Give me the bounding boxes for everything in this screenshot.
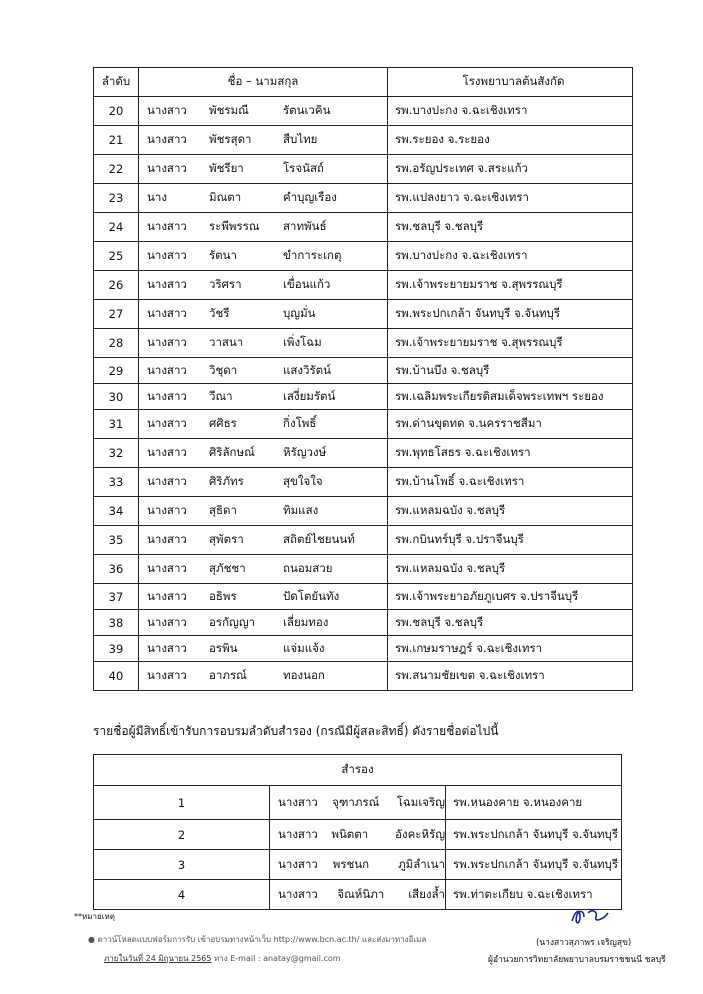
name-title: นาง	[147, 190, 167, 204]
row-number: 3	[94, 850, 270, 880]
name-title: นางสาว	[147, 668, 187, 682]
table-row	[94, 184, 633, 213]
full-name	[270, 856, 445, 874]
row-hospital: รพ.พระปกเกล้า จันทบุรี จ.จันทบุรี	[388, 300, 633, 329]
row-number: 28	[94, 329, 139, 358]
signer-name: (นางสาวสุภาพร เจริญสุข)	[536, 938, 632, 948]
last-name: ทองนอก	[283, 668, 325, 682]
full-name	[139, 305, 387, 323]
row-number: 20	[94, 97, 139, 126]
footer-email: ทาง E-mail : anatay@gmail.com	[211, 954, 341, 963]
table-row	[94, 155, 633, 184]
footer-bullet-text: ดาวน์โหลดแบบฟอร์มการรับ เข้าอบรมทางหน้าเว็บ http://www.bcn.ac.th/ และส่งมาทางอีเมล	[97, 935, 427, 944]
row-number: 22	[94, 155, 139, 184]
first-name: อรพิน	[209, 640, 238, 655]
first-name: พัชรสุดา	[209, 132, 252, 146]
name-title: นางสาว	[147, 219, 187, 233]
name-title: นางสาว	[147, 103, 187, 117]
row-hospital: รพ.เจ้าพระยายมราช จ.สุพรรณบุรี	[388, 271, 633, 300]
first-name: ศิริลักษณ์	[209, 445, 255, 459]
row-hospital: รพ.ท่าตะเกียบ จ.ฉะเชิงเทรา	[446, 880, 622, 910]
first-name: มิณตา	[209, 190, 242, 204]
table-row	[94, 880, 622, 910]
header-name: ชื่อ – นามสกุล	[139, 68, 388, 97]
table-row	[94, 555, 633, 584]
row-number: 35	[94, 526, 139, 555]
first-name: อธิพร	[209, 588, 237, 603]
name-title: นางสาว	[147, 306, 187, 320]
row-name-cell	[139, 126, 388, 155]
row-name-cell	[139, 662, 388, 691]
row-name-cell	[139, 526, 388, 555]
full-name	[139, 362, 387, 380]
signer-title: ผู้อำนวยการวิทยาลัยพยาบาลบรมราชชนนี ชลบุรี	[488, 955, 666, 965]
first-name: จิณห์นิภา	[337, 886, 385, 901]
row-name-cell	[139, 384, 388, 410]
footer-deadline: ภายในวันที่ 24 มิถุนายน 2565	[104, 954, 212, 963]
reserve-table-body	[94, 755, 622, 910]
row-hospital: รพ.แปลงยาว จ.ฉะเชิงเทรา	[388, 184, 633, 213]
row-hospital: รพ.อรัญประเทศ จ.สระแก้ว	[388, 155, 633, 184]
last-name: อังคะหิรัญ	[395, 826, 445, 841]
last-name: สาทพันธ์	[283, 219, 327, 233]
row-number: 4	[94, 880, 270, 910]
main-table	[93, 67, 633, 691]
full-name	[139, 531, 387, 549]
table-row	[94, 497, 633, 526]
row-number: 38	[94, 610, 139, 636]
table-row	[94, 242, 633, 271]
last-name: คำบุญเรือง	[283, 190, 337, 204]
name-title: นางสาว	[147, 561, 187, 575]
last-name: รัตนเวคิน	[283, 103, 331, 117]
full-name	[139, 102, 387, 120]
full-name	[139, 560, 387, 578]
name-title: นางสาว	[147, 388, 187, 403]
full-name	[139, 614, 387, 632]
last-name: โฉมเจริญ	[396, 794, 445, 809]
row-name-cell	[139, 155, 388, 184]
row-name-cell	[139, 410, 388, 439]
first-name: พรชนก	[332, 856, 370, 871]
table-row	[94, 384, 633, 410]
row-name-cell	[139, 468, 388, 497]
last-name: แสงวิรัตน์	[283, 362, 332, 377]
name-title: นางสาว	[147, 161, 187, 175]
last-name: สืบไทย	[283, 132, 318, 146]
full-name	[139, 276, 387, 294]
row-name-cell	[139, 242, 388, 271]
last-name: สุขใจใจ	[283, 474, 323, 488]
footer-bullet: ● ดาวน์โหลดแบบฟอร์มการรับ เข้าอบรมทางหน้าเว็บ http://www.bcn.ac.th/ และส่งมาทางอีเมล	[88, 935, 427, 944]
row-hospital: รพ.เฉลิมพระเกียรติสมเด็จพระเทพฯ ระยอง	[388, 384, 633, 410]
name-title: นางสาว	[147, 416, 187, 430]
first-name: ระพีพรรณ	[209, 219, 260, 233]
last-name: ปัดโตยันทัง	[283, 588, 340, 603]
full-name	[139, 502, 387, 520]
table-row	[94, 97, 633, 126]
name-title: นางสาว	[147, 614, 187, 629]
first-name: อาภรณ์	[209, 668, 247, 682]
row-hospital: รพ.พระปกเกล้า จันทบุรี จ.จันทบุรี	[446, 820, 622, 850]
table-row	[94, 468, 633, 497]
name-title: นางสาว	[147, 277, 187, 291]
table-row	[94, 126, 633, 155]
row-name-cell	[139, 497, 388, 526]
last-name: ทิมแสง	[283, 503, 319, 517]
reserve-header-row	[94, 755, 622, 786]
table-row	[94, 410, 633, 439]
table-row	[94, 584, 633, 610]
row-number: 40	[94, 662, 139, 691]
name-title: นางสาว	[147, 588, 187, 603]
last-name: เสงี่ยมรัตน์	[283, 388, 336, 403]
row-number: 39	[94, 636, 139, 662]
full-name	[139, 667, 387, 685]
row-hospital: รพ.บางปะกง จ.ฉะเชิงเทรา	[388, 242, 633, 271]
name-title: นางสาว	[147, 532, 187, 546]
header-hospital: โรงพยาบาลต้นสังกัด	[388, 68, 633, 97]
footer-bullet-line2	[104, 952, 341, 965]
row-number: 23	[94, 184, 139, 213]
reserve-table	[93, 754, 622, 910]
full-name	[139, 640, 387, 658]
row-name-cell	[139, 300, 388, 329]
name-title: นางสาว	[147, 248, 187, 262]
last-name: หิรัญวงษ์	[283, 445, 327, 459]
row-name-cell	[270, 850, 446, 880]
first-name: อรกัญญา	[209, 614, 256, 629]
first-name: จุฑาภรณ์	[332, 794, 380, 809]
row-hospital: รพ.ชลบุรี จ.ชลบุรี	[388, 213, 633, 242]
full-name	[139, 334, 387, 352]
row-name-cell	[270, 880, 446, 910]
row-number: 31	[94, 410, 139, 439]
reserve-header: สำรอง	[94, 755, 622, 786]
full-name	[139, 388, 387, 406]
last-name: บุญมั่น	[283, 306, 316, 320]
full-name	[139, 189, 387, 207]
row-name-cell	[139, 184, 388, 213]
first-name: วาสนา	[209, 335, 244, 349]
last-name: กิ่งโพธิ์	[283, 416, 317, 430]
first-name: พัชรียา	[209, 161, 244, 175]
row-number: 37	[94, 584, 139, 610]
name-title: นางสาว	[147, 445, 187, 459]
row-number: 30	[94, 384, 139, 410]
last-name: เลี่ยมทอง	[283, 614, 329, 629]
row-name-cell	[270, 820, 446, 850]
first-name: พนิตตา	[331, 826, 369, 841]
full-name	[139, 473, 387, 491]
full-name	[270, 886, 445, 904]
name-title: นางสาว	[278, 826, 318, 841]
row-hospital: รพ.บางปะกง จ.ฉะเชิงเทรา	[388, 97, 633, 126]
row-number: 26	[94, 271, 139, 300]
row-hospital: รพ.ระยอง จ.ระยอง	[388, 126, 633, 155]
row-hospital: รพ.สนามชัยเขต จ.ฉะเชิงเทรา	[388, 662, 633, 691]
main-table-body	[94, 97, 633, 691]
table-row	[94, 300, 633, 329]
last-name: เสียงล้ำ	[408, 886, 445, 901]
table-row	[94, 610, 633, 636]
row-number: 21	[94, 126, 139, 155]
header-no: ลำดับ	[94, 68, 139, 97]
first-name: วิชุดา	[209, 362, 238, 377]
row-number: 2	[94, 820, 270, 850]
row-name-cell	[139, 329, 388, 358]
full-name	[139, 415, 387, 433]
first-name: สุภัชชา	[209, 561, 246, 575]
full-name	[139, 247, 387, 265]
table-row	[94, 439, 633, 468]
footer-note-label: **หมายเหตุ	[74, 912, 115, 921]
name-title: นางสาว	[147, 474, 187, 488]
row-number: 33	[94, 468, 139, 497]
first-name: ศิริภัทร	[209, 474, 244, 488]
row-hospital: รพ.ชลบุรี จ.ชลบุรี	[388, 610, 633, 636]
table-row	[94, 662, 633, 691]
row-number: 32	[94, 439, 139, 468]
full-name	[270, 826, 445, 844]
row-hospital: รพ.แหลมฉบัง จ.ชลบุรี	[388, 555, 633, 584]
row-name-cell	[139, 584, 388, 610]
last-name: สถิตย์ไชยนนท์	[283, 532, 355, 546]
row-name-cell	[139, 610, 388, 636]
table-header-row	[94, 68, 633, 97]
row-name-cell	[139, 271, 388, 300]
row-name-cell	[270, 786, 446, 820]
name-title: นางสาว	[147, 503, 187, 517]
full-name	[139, 160, 387, 178]
row-name-cell	[139, 213, 388, 242]
row-number: 24	[94, 213, 139, 242]
row-name-cell	[139, 636, 388, 662]
table-row	[94, 271, 633, 300]
full-name	[270, 794, 445, 812]
reserve-intro-text: รายชื่อผู้มีสิทธิ์เข้ารับการอบรมลำดับสำรอง (กรณีมีผู้สละสิทธิ์) ดังรายชื่อต่อไปนี้	[93, 724, 499, 738]
table-row	[94, 526, 633, 555]
row-hospital: รพ.บ้านบึง จ.ชลบุรี	[388, 358, 633, 384]
full-name	[139, 218, 387, 236]
signature-image	[568, 905, 616, 929]
last-name: ถนอมสวย	[283, 561, 333, 575]
row-name-cell	[139, 97, 388, 126]
row-hospital: รพ.พระปกเกล้า จันทบุรี จ.จันทบุรี	[446, 850, 622, 880]
first-name: ศศิธร	[209, 416, 237, 430]
first-name: รัตนา	[209, 248, 237, 262]
row-number: 34	[94, 497, 139, 526]
table-row	[94, 636, 633, 662]
first-name: วริศรา	[209, 277, 242, 291]
last-name: เพิ่งโฉม	[283, 335, 322, 349]
first-name: พัชรมณี	[209, 103, 249, 117]
row-name-cell	[139, 439, 388, 468]
row-hospital: รพ.แหลมฉบัง จ.ชลบุรี	[388, 497, 633, 526]
last-name: ภูมิลำเนา	[398, 856, 445, 871]
row-number: 27	[94, 300, 139, 329]
first-name: วีณา	[209, 388, 233, 403]
name-title: นางสาว	[278, 886, 318, 901]
row-number: 36	[94, 555, 139, 584]
full-name	[139, 588, 387, 606]
name-title: นางสาว	[147, 640, 187, 655]
name-title: นางสาว	[147, 335, 187, 349]
table-row	[94, 213, 633, 242]
first-name: สุธิดา	[209, 503, 237, 517]
name-title: นางสาว	[147, 132, 187, 146]
name-title: นางสาว	[278, 794, 318, 809]
table-row	[94, 358, 633, 384]
table-row	[94, 850, 622, 880]
row-number: 25	[94, 242, 139, 271]
row-name-cell	[139, 358, 388, 384]
last-name: ขำการะเกตุ	[283, 248, 342, 262]
row-hospital: รพ.เจ้าพระยายมราช จ.สุพรรณบุรี	[388, 329, 633, 358]
row-hospital: รพ.พุทธโสธร จ.ฉะเชิงเทรา	[388, 439, 633, 468]
row-number: 29	[94, 358, 139, 384]
row-hospital: รพ.เกษมราษฎร์ จ.ฉะเชิงเทรา	[388, 636, 633, 662]
row-hospital: รพ.หนองคาย จ.หนองคาย	[446, 786, 622, 820]
full-name	[139, 131, 387, 149]
row-number: 1	[94, 786, 270, 820]
row-hospital: รพ.กบินทร์บุรี จ.ปราจีนบุรี	[388, 526, 633, 555]
last-name: เขื่อนแก้ว	[283, 277, 331, 291]
last-name: โรจนัสถ์	[283, 161, 324, 175]
table-row	[94, 786, 622, 820]
row-name-cell	[139, 555, 388, 584]
first-name: สุพัตรา	[209, 532, 244, 546]
row-hospital: รพ.เจ้าพระยาอภัยภูเบศร จ.ปราจีนบุรี	[388, 584, 633, 610]
table-row	[94, 820, 622, 850]
full-name	[139, 444, 387, 462]
name-title: นางสาว	[147, 362, 187, 377]
first-name: วัชรี	[209, 306, 230, 320]
last-name: แจ่มแจ้ง	[283, 640, 325, 655]
table-row	[94, 329, 633, 358]
row-hospital: รพ.บ้านโพธิ์ จ.ฉะเชิงเทรา	[388, 468, 633, 497]
row-hospital: รพ.ด่านขุดทด จ.นครราชสีมา	[388, 410, 633, 439]
name-title: นางสาว	[278, 856, 318, 871]
